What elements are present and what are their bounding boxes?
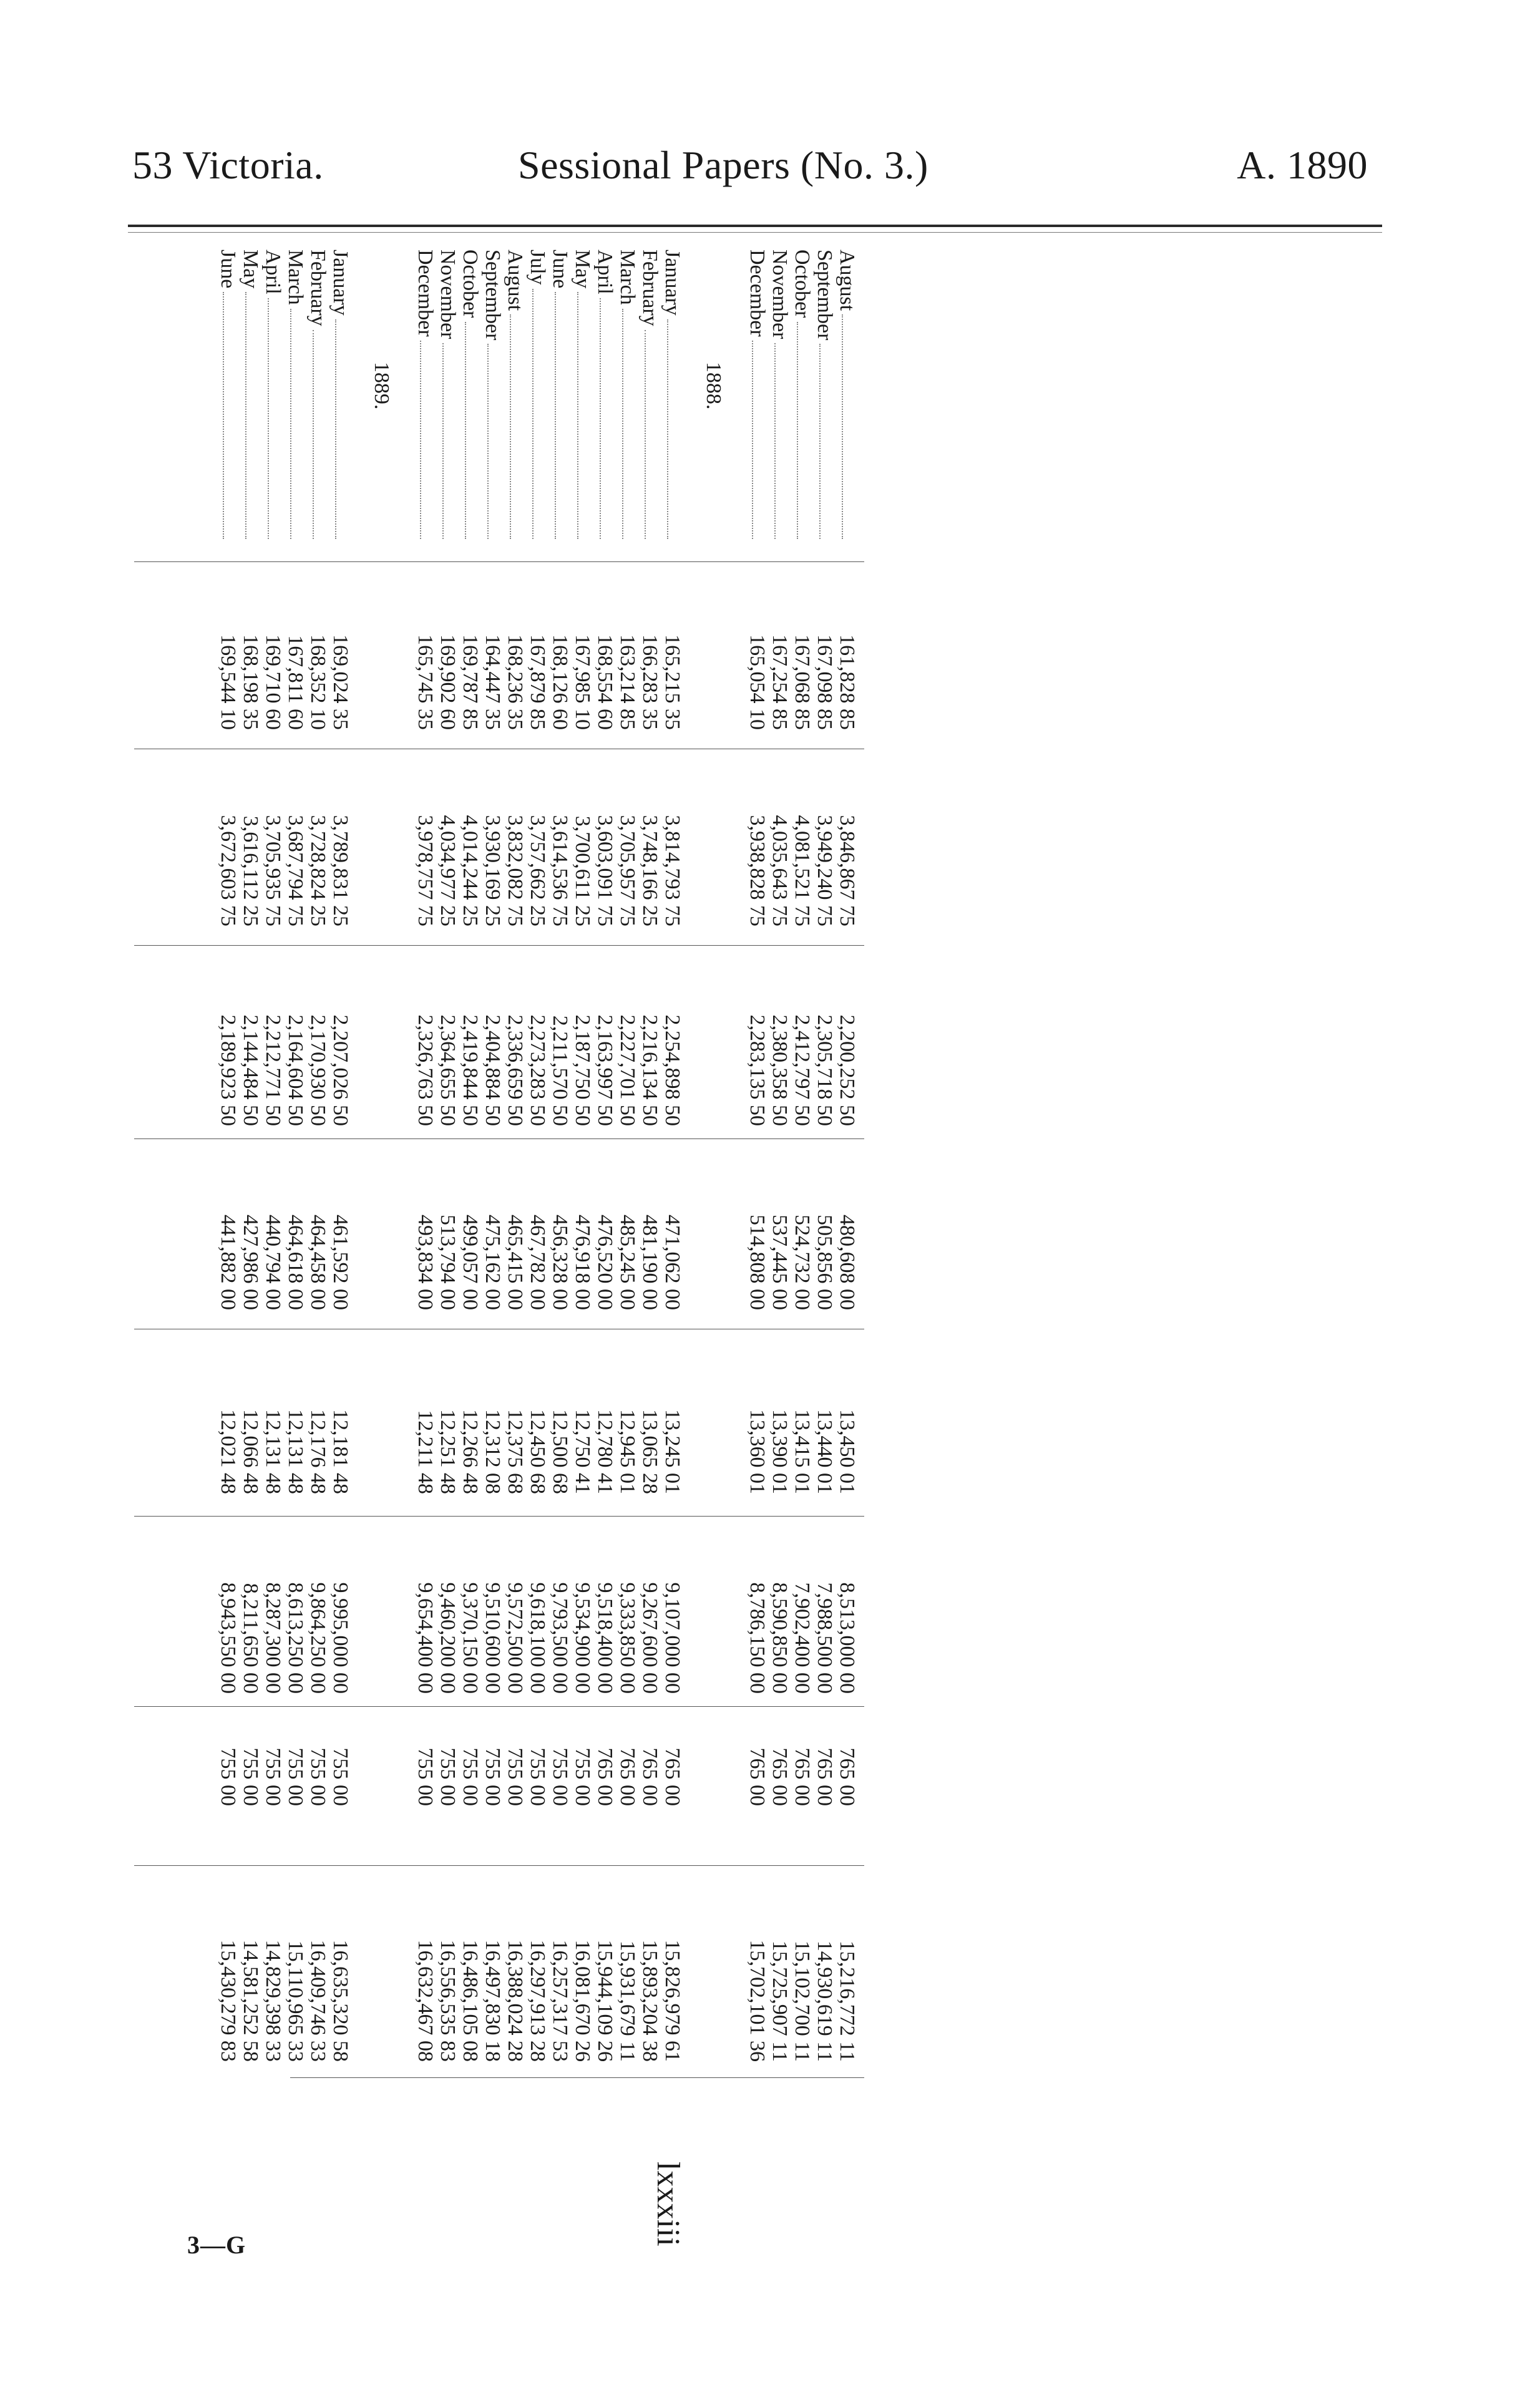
table-cell-value: 12,780 41 [593,1409,616,1494]
table-cell-value: 513,794 00 [436,1215,459,1310]
table-cell-value: 765 00 [746,1747,769,1806]
table-cell-value: 3,978,757 75 [414,815,437,926]
table-cell-value: 3,705,957 75 [616,815,639,926]
table-cell-value: 2,164,604 50 [284,1014,307,1126]
table-cell-value: 9,518,400 00 [593,1582,616,1694]
table-cell-value: 3,614,536 75 [548,815,572,926]
table-cell-value: 15,931,679 11 [616,1940,639,2062]
table-cell-value: 167,879 85 [526,634,549,730]
table-cell-value: 16,409,746 33 [306,1940,329,2062]
table-cell-value: 3,814,793 75 [661,815,684,926]
table-cell-value: 3,757,662 25 [526,815,549,926]
table-cell-value: 755 00 [481,1747,504,1806]
table-cell-value: 168,126 60 [548,634,572,730]
table-row-month [217,250,239,543]
table-cell-value: 8,211,650 00 [239,1583,262,1694]
table-cell-value: 3,700,611 25 [571,815,594,926]
table-cell-value: 464,458 00 [306,1215,329,1310]
table-cell-value: 765 00 [836,1747,859,1806]
month-label: March [616,250,639,305]
table-cell-value: 2,187,750 50 [571,1014,594,1126]
table-cell-value: 427,986 00 [239,1215,262,1310]
month-label: August [836,250,859,311]
table-cell-value: 505,856 00 [813,1215,836,1310]
table-cell-value: 9,618,100 00 [526,1582,549,1694]
table-cell-value: 2,254,898 50 [661,1014,684,1126]
table-cell-value: 8,590,850 00 [768,1582,791,1694]
leader-dots [577,292,593,539]
table-cell-value: 3,728,824 25 [306,815,329,926]
table-cell-value: 13,065 28 [638,1409,661,1494]
leader-dots [268,298,284,539]
leader-dots [420,341,436,539]
table-cell-value: 12,211 48 [414,1410,437,1494]
table-cell-value: 167,985 10 [571,634,594,730]
table-row-month [239,250,261,543]
table-cell-value: 15,725,907 11 [768,1940,791,2062]
leader-dots [532,289,548,539]
month-label: January [329,250,352,316]
table-cell-value: 465,415 00 [504,1215,527,1310]
table-row-month [836,250,858,543]
month-label: July [526,250,549,285]
table-cell-value: 2,207,026 50 [329,1014,352,1126]
table-row-month [661,250,683,543]
table-cell-value: 461,592 00 [329,1215,352,1310]
leader-dots [774,343,791,539]
month-label: November [436,250,459,339]
table-row-month [414,250,436,543]
table-cell-value: 499,057 00 [459,1215,482,1310]
table-cell-value: 3,938,828 75 [746,815,769,926]
table-cell-value: 2,189,923 50 [217,1014,240,1126]
table-cell-value: 12,945 01 [616,1409,639,1494]
table-cell-value: 8,513,000 00 [836,1582,859,1694]
table-cell-value: 9,572,500 00 [504,1582,527,1694]
table-cell-value: 2,273,283 50 [526,1014,549,1126]
table-cell-value: 168,352 10 [306,634,329,730]
table-cell-value: 514,808 00 [746,1215,769,1310]
header-year: A. 1890 [1237,143,1368,187]
leader-dots [622,309,638,539]
table-row-month [571,250,593,543]
table-cell-value: 755 00 [239,1747,262,1806]
table-cell-value: 12,450 68 [526,1409,549,1494]
table-cell-value: 13,415 01 [791,1409,814,1494]
table-cell-value: 755 00 [526,1747,549,1806]
leader-dots [600,298,616,539]
table-cell-value: 169,710 60 [261,634,285,730]
table-cell-value: 167,254 85 [768,634,791,730]
table-cell-value: 755 00 [329,1747,352,1806]
table-cell-value: 9,460,200 00 [436,1582,459,1694]
table-cell-value: 169,902 60 [436,634,459,730]
table-cell-value: 12,131 48 [261,1409,285,1494]
table-row-month [791,250,813,543]
table-cell-value: 755 00 [284,1747,307,1806]
table-cell-value: 16,497,830 18 [481,1940,504,2062]
table-cell-value: 15,102,700 11 [791,1940,814,2062]
table-row-month [746,250,768,543]
month-label: March [284,250,307,305]
table-cell-value: 9,107,000 00 [661,1582,684,1694]
table-cell-value: 8,786,150 00 [746,1582,769,1694]
month-label: October [459,250,482,318]
leader-dots [442,343,459,539]
signature-code: 3—G [187,2231,246,2259]
leader-dots [555,292,571,539]
table-cell-value: 2,305,718 50 [813,1014,836,1126]
leader-dots [645,330,661,539]
column-rule [134,1138,864,1139]
table-cell-value: 464,618 00 [284,1215,307,1310]
table-cell-value: 8,613,250 00 [284,1582,307,1694]
table-cell-value: 15,944,109 26 [593,1940,616,2062]
leader-dots [842,314,858,539]
month-label: December [414,250,437,337]
table-cell-value: 3,930,169 25 [481,815,504,926]
table-cell-value: 13,390 01 [768,1409,791,1494]
month-label: May [239,250,262,289]
table-cell-value: 471,062 00 [661,1215,684,1310]
table-cell-value: 167,811 60 [284,635,307,730]
table-cell-value: 2,212,771 50 [261,1014,285,1126]
table-cell-value: 537,445 00 [768,1215,791,1310]
table-cell-value: 3,705,935 75 [261,815,285,926]
table-cell-value: 165,215 35 [661,634,684,730]
table-row-month [306,250,329,543]
table-cell-value: 2,326,763 50 [414,1014,437,1126]
leader-dots [752,341,768,539]
table-cell-value: 9,995,000 00 [329,1582,352,1694]
table-cell-value: 15,216,772 11 [836,1940,859,2062]
table-cell-value: 163,214 85 [616,634,639,730]
table-cell-value: 765 00 [638,1747,661,1806]
table-cell-value: 2,144,484 50 [239,1014,262,1126]
header-session: 53 Victoria. [132,143,324,187]
year-heading: 1888. [702,362,725,410]
table-cell-value: 755 00 [306,1747,329,1806]
month-label: May [571,250,594,289]
leader-dots [465,322,481,539]
month-label: November [768,250,791,339]
table-cell-value: 12,181 48 [329,1409,352,1494]
table-cell-value: 16,257,317 53 [548,1940,572,2062]
table-cell-value: 16,388,024 28 [504,1940,527,2062]
table-border-right [290,2077,864,2078]
table-cell-value: 2,170,930 50 [306,1014,329,1126]
table-cell-value: 3,687,794 75 [284,815,307,926]
month-label: February [306,250,329,326]
month-label: September [481,250,504,341]
table-cell-value: 9,534,900 00 [571,1582,594,1694]
table-cell-value: 2,412,797 50 [791,1014,814,1126]
table-cell-value: 167,068 85 [791,634,814,730]
table-row-month [436,250,459,543]
table-cell-value: 2,380,358 50 [768,1014,791,1126]
table-cell-value: 3,846,867 75 [836,815,859,926]
month-label: June [548,250,572,289]
table-cell-value: 16,556,535 83 [436,1940,459,2062]
column-rule [134,1516,864,1517]
table-cell-value: 7,988,500 00 [813,1582,836,1694]
table-cell-value: 9,370,150 00 [459,1582,482,1694]
table-cell-value: 14,581,252 58 [239,1940,262,2062]
month-label: April [593,250,616,294]
table-cell-value: 476,520 00 [593,1215,616,1310]
table-cell-value: 7,902,400 00 [791,1582,814,1694]
table-cell-value: 12,266 48 [459,1409,482,1494]
column-rule [134,561,864,562]
table-cell-value: 168,198 35 [239,634,262,730]
table-cell-value: 2,364,655 50 [436,1014,459,1126]
month-label: January [661,250,684,316]
table-cell-value: 3,603,091 75 [593,815,616,926]
table-cell-value: 3,832,082 75 [504,815,527,926]
table-cell-value: 765 00 [768,1747,791,1806]
table-cell-value: 12,500 68 [548,1409,572,1494]
table-cell-value: 524,732 00 [791,1215,814,1310]
table-cell-value: 165,054 10 [746,634,769,730]
table-row-month [481,250,504,543]
table-cell-value: 16,632,467 08 [414,1940,437,2062]
leader-dots [223,292,239,539]
table-cell-value: 16,297,913 28 [526,1940,549,2062]
leader-dots [313,330,329,539]
table-cell-value: 2,163,997 50 [593,1014,616,1126]
table-cell-value: 8,943,550 00 [217,1582,240,1694]
table-cell-value: 493,834 00 [414,1215,437,1310]
table-cell-value: 169,787 85 [459,634,482,730]
table-cell-value: 14,930,619 11 [813,1940,836,2062]
table-cell-value: 765 00 [661,1747,684,1806]
table-cell-value: 765 00 [813,1747,836,1806]
table-cell-value: 755 00 [459,1747,482,1806]
table-cell-value: 168,554 60 [593,634,616,730]
table-cell-value: 12,176 48 [306,1409,329,1494]
header-rule-thin [128,232,1382,233]
table-row-month [768,250,791,543]
table-cell-value: 476,918 00 [571,1215,594,1310]
table-cell-value: 9,793,500 00 [548,1582,572,1694]
leader-dots [510,314,526,539]
table-cell-value: 3,672,603 75 [217,815,240,926]
table-cell-value: 2,227,701 50 [616,1014,639,1126]
header-title: Sessional Papers (No. 3.) [518,143,928,187]
table-cell-value: 13,360 01 [746,1409,769,1494]
table-cell-value: 16,486,105 08 [459,1940,482,2062]
table-cell-value: 485,245 00 [616,1215,639,1310]
table-cell-value: 9,864,250 00 [306,1582,329,1694]
table-cell-value: 13,440 01 [813,1409,836,1494]
table-cell-value: 12,375 68 [504,1409,527,1494]
table-cell-value: 15,893,204 38 [638,1940,661,2062]
table-cell-value: 2,404,884 50 [481,1014,504,1126]
table-cell-value: 161,828 85 [836,634,859,730]
table-cell-value: 4,081,521 75 [791,815,814,926]
leader-dots [290,309,306,539]
table-cell-value: 12,750 41 [571,1409,594,1494]
table-cell-value: 2,336,659 50 [504,1014,527,1126]
table-cell-value: 480,608 00 [836,1215,859,1310]
table-row-month [526,250,548,543]
table-cell-value: 12,021 48 [217,1409,240,1494]
table-cell-value: 755 00 [414,1747,437,1806]
table-cell-value: 16,635,320 58 [329,1940,352,2062]
month-label: February [638,250,661,326]
month-label: June [217,250,240,289]
table-cell-value: 755 00 [217,1747,240,1806]
table-cell-value: 2,216,134 50 [638,1014,661,1126]
table-cell-value: 16,081,670 26 [571,1940,594,2062]
table-row-month [284,250,306,543]
table-cell-value: 481,190 00 [638,1215,661,1310]
table-cell-value: 755 00 [261,1747,285,1806]
table-cell-value: 2,283,135 50 [746,1014,769,1126]
table-row-month [459,250,481,543]
leader-dots [487,344,504,539]
table-cell-value: 12,251 48 [436,1409,459,1494]
header-rule [128,225,1382,227]
table-row-month [548,250,571,543]
table-cell-value: 12,066 48 [239,1409,262,1494]
table-cell-value: 169,024 35 [329,634,352,730]
column-rule [134,1706,864,1707]
table-row-month [261,250,284,543]
table-cell-value: 14,829,398 33 [261,1940,285,2062]
month-label: August [504,250,527,311]
leader-dots [819,344,836,539]
table-cell-value: 3,789,831 25 [329,815,352,926]
table-cell-value: 4,034,977 25 [436,815,459,926]
table-cell-value: 9,267,600 00 [638,1582,661,1694]
table-cell-value: 12,312 08 [481,1409,504,1494]
month-label: September [813,250,836,341]
table-cell-value: 2,419,844 50 [459,1014,482,1126]
table-cell-value: 755 00 [571,1747,594,1806]
table-cell-value: 168,236 35 [504,634,527,730]
table-cell-value: 456,328 00 [548,1215,572,1310]
table-cell-value: 13,245 01 [661,1409,684,1494]
table-cell-value: 440,794 00 [261,1215,285,1310]
leader-dots [335,319,351,539]
month-label: October [791,250,814,318]
table-cell-value: 165,745 35 [414,634,437,730]
table-row-month [616,250,638,543]
table-cell-value: 9,654,400 00 [414,1582,437,1694]
table-cell-value: 8,287,300 00 [261,1582,285,1694]
year-heading: 1889. [370,362,393,410]
table-cell-value: 765 00 [791,1747,814,1806]
table-cell-value: 755 00 [504,1747,527,1806]
table-cell-value: 475,162 00 [481,1215,504,1310]
table-cell-value: 9,333,850 00 [616,1582,639,1694]
table-row-month [813,250,836,543]
table-cell-value: 3,616,112 25 [239,815,262,926]
table-cell-value: 15,430,279 83 [217,1940,240,2062]
table-row-month [329,250,351,543]
table-cell-value: 13,450 01 [836,1409,859,1494]
table-cell-value: 15,702,101 36 [746,1940,769,2062]
leader-dots [245,292,261,539]
table-cell-value: 12,131 48 [284,1409,307,1494]
table-cell-value: 2,211,570 50 [548,1015,572,1126]
table-row-month [593,250,616,543]
page-number: lxxxiii [650,2162,686,2246]
month-label: December [746,250,769,337]
table-cell-value: 4,014,244 25 [459,815,482,926]
table-cell-value: 169,544 10 [217,634,240,730]
table-cell-value: 467,782 00 [526,1215,549,1310]
table-row-month [504,250,526,543]
table-cell-value: 2,200,252 50 [836,1014,859,1126]
table-cell-value: 15,826,979 61 [661,1940,684,2062]
table-cell-value: 755 00 [436,1747,459,1806]
table-cell-value: 166,283 35 [638,634,661,730]
table-cell-value: 15,110,965 33 [284,1940,307,2062]
table-cell-value: 765 00 [593,1747,616,1806]
table-cell-value: 3,949,240 75 [813,815,836,926]
column-rule [134,945,864,946]
table-cell-value: 167,098 85 [813,634,836,730]
table-cell-value: 755 00 [548,1747,572,1806]
table-cell-value: 164,447 35 [481,634,504,730]
leader-dots [797,322,813,539]
table-cell-value: 441,882 00 [217,1215,240,1310]
table-cell-value: 9,510,600 00 [481,1582,504,1694]
month-label: April [261,250,285,294]
table-cell-value: 4,035,643 75 [768,815,791,926]
leader-dots [667,319,683,539]
statistics-table [134,250,864,2246]
column-rule [134,1865,864,1866]
table-row-month [638,250,661,543]
table-cell-value: 3,748,166 25 [638,815,661,926]
table-cell-value: 765 00 [616,1747,639,1806]
